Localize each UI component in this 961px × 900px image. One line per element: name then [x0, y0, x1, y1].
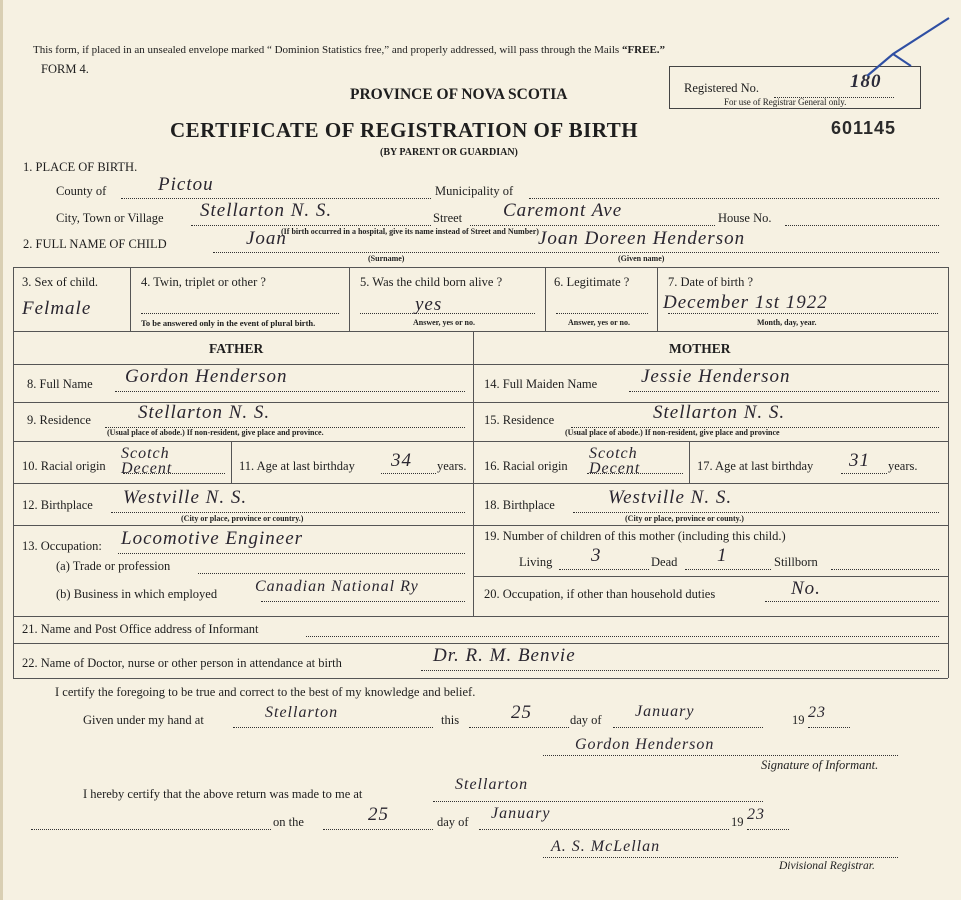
certify-year-prefix: 19: [792, 713, 805, 727]
sex-value: Felmale: [22, 298, 92, 319]
alive-caption: Answer, yes or no.: [413, 318, 476, 327]
certify-year-value: 23: [808, 704, 826, 721]
certify-day-of-label: day of: [570, 713, 602, 727]
mother-residence-label: 15. Residence: [484, 413, 555, 427]
registrar-statement: I hereby certify that the above return was made to me at: [83, 787, 363, 801]
certify-month-value: January: [635, 703, 695, 720]
registrar-on-the-label: on the: [273, 815, 304, 829]
father-residence-label: 9. Residence: [27, 413, 91, 427]
mother-residence-caption: (Usual place of abode.) If non-resident, give place and province: [565, 428, 780, 437]
father-age-value: 34: [391, 450, 412, 471]
legitimate-caption: Answer, yes or no.: [568, 318, 631, 327]
father-residence-value: Stellarton N. S.: [138, 402, 271, 423]
county-value: Pictou: [158, 174, 214, 195]
registrar-caption: Divisional Registrar.: [779, 860, 875, 872]
business-employed-label: (b) Business in which employed: [56, 587, 218, 601]
certify-day-value: 25: [511, 702, 532, 723]
dob-value: December 1st 1922: [663, 292, 828, 313]
mother-birthplace-label: 18. Birthplace: [484, 498, 555, 512]
registrar-month-value: January: [491, 805, 551, 822]
father-business-value: Canadian National Ry: [255, 578, 419, 595]
street-label: Street: [433, 211, 463, 225]
mother-age-years: years.: [888, 459, 918, 473]
mother-racial-value: Scotch Decent: [589, 445, 641, 477]
twin-note: To be answered only in the event of plural birth.: [141, 318, 316, 328]
dob-label: 7. Date of birth ?: [668, 275, 754, 289]
informant-signature-caption: Signature of Informant.: [761, 758, 879, 772]
alive-value: yes: [415, 294, 443, 315]
informant-label: 21. Name and Post Office address of Informant: [22, 622, 259, 636]
dead-label: Dead: [651, 555, 678, 569]
registrar-day-value: 25: [368, 804, 389, 825]
mother-occupation-value: No.: [791, 578, 821, 599]
province-heading: PROVINCE OF NOVA SCOTIA: [350, 86, 568, 103]
child-name-label: 2. FULL NAME OF CHILD: [23, 237, 167, 251]
place-of-birth-label: 1. PLACE OF BIRTH.: [23, 160, 138, 174]
dob-caption: Month, day, year.: [757, 318, 817, 327]
certify-statement: I certify the foregoing to be true and correct to the best of my knowledge and belief.: [55, 685, 476, 699]
city-label: City, Town or Village: [56, 211, 164, 225]
mother-birthplace-value: Westville N. S.: [608, 487, 733, 508]
registrar-year-prefix: 19: [731, 815, 744, 829]
mother-name-label: 14. Full Maiden Name: [484, 377, 598, 391]
doctor-label: 22. Name of Doctor, nurse or other person in attendance at birth: [22, 656, 342, 670]
county-label: County of: [56, 184, 107, 198]
certify-this-label: this: [441, 713, 460, 727]
father-residence-caption: (Usual place of abode.) If non-resident, give place and province.: [107, 428, 324, 437]
mother-heading: MOTHER: [669, 341, 731, 356]
mother-age-label: 17. Age at last birthday: [697, 459, 814, 473]
registrar-only-note: For use of Registrar General only.: [724, 97, 847, 107]
hospital-note: (If birth occurred in a hospital, give its name instead of Street and Number): [281, 227, 539, 236]
mother-age-value: 31: [849, 450, 870, 471]
stillborn-label: Stillborn: [774, 555, 818, 569]
trade-profession-label: (a) Trade or profession: [56, 559, 171, 573]
father-occupation-label: 13. Occupation:: [22, 539, 102, 553]
father-age-years: years.: [437, 459, 467, 473]
twin-label: 4. Twin, triplet or other ?: [141, 275, 266, 289]
given-name-caption: (Given name): [618, 254, 665, 263]
sex-label: 3. Sex of child.: [22, 275, 99, 289]
municipality-label: Municipality of: [435, 184, 514, 198]
certificate-title: CERTIFICATE OF REGISTRATION OF BIRTH: [170, 118, 639, 142]
mother-racial-label: 16. Racial origin: [484, 459, 568, 473]
registered-no-label: Registered No.: [684, 81, 759, 95]
father-name-label: 8. Full Name: [27, 377, 93, 391]
child-given-name-value: Joan Doreen Henderson: [538, 228, 746, 249]
living-label: Living: [519, 555, 553, 569]
registered-no-value: 180: [850, 71, 882, 92]
child-surname-value: Joan: [246, 228, 287, 249]
mail-notice-free: “FREE.”: [621, 44, 666, 56]
registrar-place-value: Stellarton: [455, 776, 529, 793]
mother-name-value: Jessie Henderson: [641, 366, 791, 387]
mother-occupation-label: 20. Occupation, if other than household duties: [484, 587, 716, 601]
blue-check-mark: [863, 14, 953, 84]
father-racial-label: 10. Racial origin: [22, 459, 106, 473]
father-heading: FATHER: [209, 341, 264, 356]
father-age-label: 11. Age at last birthday: [239, 459, 355, 473]
informant-signature: Gordon Henderson: [575, 736, 715, 753]
father-occupation-value: Locomotive Engineer: [121, 528, 304, 549]
registrar-day-of-label: day of: [437, 815, 469, 829]
registrar-year-value: 23: [747, 806, 765, 823]
house-no-label: House No.: [718, 211, 772, 225]
mail-notice-text: This form, if placed in an unsealed envelope marked “ Dominion Statistics free,” and properly addressed, will pass through the Mails: [33, 44, 620, 56]
form-number: FORM 4.: [41, 62, 89, 76]
father-birthplace-label: 12. Birthplace: [22, 498, 93, 512]
certificate-subtitle: (BY PARENT OR GUARDIAN): [380, 147, 518, 158]
alive-label: 5. Was the child born alive ?: [360, 275, 503, 289]
certify-place-value: Stellarton: [265, 704, 339, 721]
city-value: Stellarton N. S.: [200, 200, 333, 221]
father-racial-value: Scotch Decent: [121, 445, 173, 477]
street-value: Caremont Ave: [503, 200, 623, 221]
serial-number: 601145: [831, 118, 897, 138]
father-birthplace-caption: (City or place, province or country.): [181, 514, 304, 523]
mother-children-label: 19. Number of children of this mother (including this child.): [484, 529, 786, 543]
father-birthplace-value: Westville N. S.: [123, 487, 248, 508]
living-value: 3: [591, 545, 602, 566]
father-name-value: Gordon Henderson: [125, 366, 288, 387]
doctor-value: Dr. R. M. Benvie: [433, 645, 576, 666]
given-under-hand-label: Given under my hand at: [83, 713, 204, 727]
legitimate-label: 6. Legitimate ?: [554, 275, 630, 289]
mail-notice: [33, 44, 665, 56]
dead-value: 1: [717, 545, 728, 566]
mother-residence-value: Stellarton N. S.: [653, 402, 786, 423]
registrar-signature: A. S. McLellan: [551, 838, 661, 855]
mother-birthplace-caption: (City or place, province or county.): [625, 514, 744, 523]
surname-caption: (Surname): [368, 254, 405, 263]
